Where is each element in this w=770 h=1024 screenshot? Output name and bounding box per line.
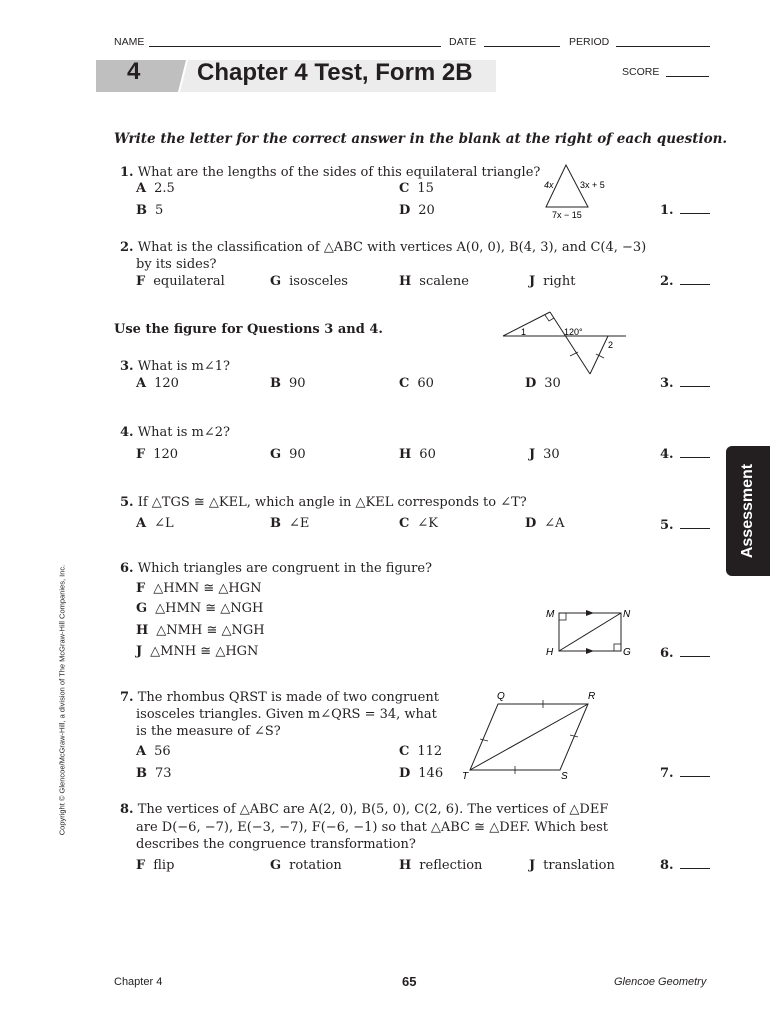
name-field[interactable] — [149, 46, 441, 47]
period-label: PERIOD — [569, 36, 610, 48]
triangle-label: 4x — [544, 180, 554, 190]
answer-blank-8[interactable]: 8. — [660, 858, 710, 873]
option: G isosceles — [270, 274, 348, 289]
option: H reflection — [399, 858, 483, 873]
option: A 2.5 — [136, 181, 175, 196]
question-2: 2. What is the classification of △ABC with vertices A(0, 0), B(4, 3), and C(4, −3) — [120, 240, 647, 255]
page-title: Chapter 4 Test, Form 2B — [197, 59, 473, 86]
option: J right — [529, 274, 576, 289]
question-7-cont: isosceles triangles. Given m∠QRS = 34, what — [136, 707, 437, 722]
answer-blank-2[interactable]: 2. — [660, 274, 710, 289]
option: B 5 — [136, 203, 164, 218]
option: C 15 — [399, 181, 434, 196]
question-1: 1. What are the lengths of the sides of this equilateral triangle? — [120, 165, 541, 180]
angle-label: 120° — [564, 327, 583, 337]
chapter-number: 4 — [127, 58, 141, 85]
vertex-label: T — [462, 771, 469, 782]
date-field[interactable] — [484, 46, 560, 47]
answer-blank-6[interactable]: 6. — [660, 646, 710, 661]
footer-chapter: Chapter 4 — [114, 976, 163, 988]
question-5: 5. If △TGS ≅ △KEL, which angle in △KEL corresponds to ∠T? — [120, 495, 527, 510]
score-label: SCORE — [622, 66, 660, 78]
option: C ∠K — [399, 516, 438, 531]
option: B 73 — [136, 766, 172, 781]
instructions: Write the letter for the correct answer in the blank at the right of each question. — [114, 131, 728, 147]
option: J 30 — [529, 447, 560, 462]
assessment-tab — [726, 446, 770, 576]
vertex-label: S — [561, 771, 568, 782]
question-7-cont: is the measure of ∠S? — [136, 724, 281, 739]
option: B 90 — [270, 376, 306, 391]
option: H △NMH ≅ △NGH — [136, 623, 265, 638]
option: F △HMN ≅ △HGN — [136, 581, 262, 596]
score-field[interactable] — [666, 76, 709, 77]
option: H scalene — [399, 274, 469, 289]
option: D 30 — [525, 376, 561, 391]
vertex-label: N — [623, 609, 631, 620]
period-field[interactable] — [616, 46, 710, 47]
option: A ∠L — [136, 516, 174, 531]
option: C 112 — [399, 744, 443, 759]
question-7: 7. The rhombus QRST is made of two congruent — [120, 690, 439, 705]
name-label: NAME — [114, 36, 145, 48]
triangle-label: 7x − 15 — [552, 210, 582, 220]
rectangle-figure — [540, 603, 640, 663]
question-4: 4. What is m∠2? — [120, 425, 230, 440]
option: D ∠A — [525, 516, 565, 531]
option: G rotation — [270, 858, 342, 873]
question-8-cont: are D(−6, −7), E(−3, −7), F(−6, −1) so that △ABC ≅ △DEF. Which best — [136, 820, 608, 835]
option: B ∠E — [270, 516, 310, 531]
option: J translation — [529, 858, 615, 873]
assessment-tab-label: Assessment — [739, 463, 756, 559]
vertex-label: Q — [497, 691, 505, 702]
vertex-label: R — [588, 691, 596, 702]
option: G △HMN ≅ △NGH — [136, 601, 264, 616]
angle-label: 2 — [608, 340, 614, 350]
answer-blank-5[interactable]: 5. — [660, 518, 710, 533]
question-8: 8. The vertices of △ABC are A(2, 0), B(5, 0), C(2, 6). The vertices of △DEF — [120, 802, 609, 817]
option: D 146 — [399, 766, 444, 781]
option: F equilateral — [136, 274, 225, 289]
question-2-cont: by its sides? — [136, 257, 217, 272]
question-8-cont: describes the congruence transformation? — [136, 837, 416, 852]
option: H 60 — [399, 447, 436, 462]
date-label: DATE — [449, 36, 477, 48]
option: A 120 — [136, 376, 179, 391]
option: A 56 — [136, 744, 171, 759]
equilateral-triangle-figure — [540, 162, 620, 222]
copyright: Copyright © Glencoe/McGraw-Hill, a division of The McGraw-Hill Companies, Inc. — [57, 564, 67, 836]
option: D 20 — [399, 203, 435, 218]
vertex-label: G — [623, 647, 631, 658]
answer-blank-1[interactable]: 1. — [660, 203, 710, 218]
rhombus-figure — [458, 686, 598, 786]
vertex-label: H — [546, 647, 554, 658]
triangle-label: 3x + 5 — [580, 180, 605, 190]
page-number: 65 — [402, 974, 417, 989]
option: G 90 — [270, 447, 306, 462]
vertex-label: M — [546, 609, 555, 620]
answer-blank-7[interactable]: 7. — [660, 766, 710, 781]
answer-blank-3[interactable]: 3. — [660, 376, 710, 391]
question-3: 3. What is m∠1? — [120, 359, 230, 374]
option: F flip — [136, 858, 175, 873]
footer-book: Glencoe Geometry — [614, 976, 707, 988]
question-6: 6. Which triangles are congruent in the figure? — [120, 561, 433, 576]
answer-blank-4[interactable]: 4. — [660, 447, 710, 462]
angle-label: 1 — [521, 327, 527, 337]
section-label: Use the figure for Questions 3 and 4. — [114, 322, 383, 337]
option: J △MNH ≅ △HGN — [136, 644, 259, 659]
option: F 120 — [136, 447, 179, 462]
transversal-figure — [500, 306, 630, 378]
option: C 60 — [399, 376, 434, 391]
